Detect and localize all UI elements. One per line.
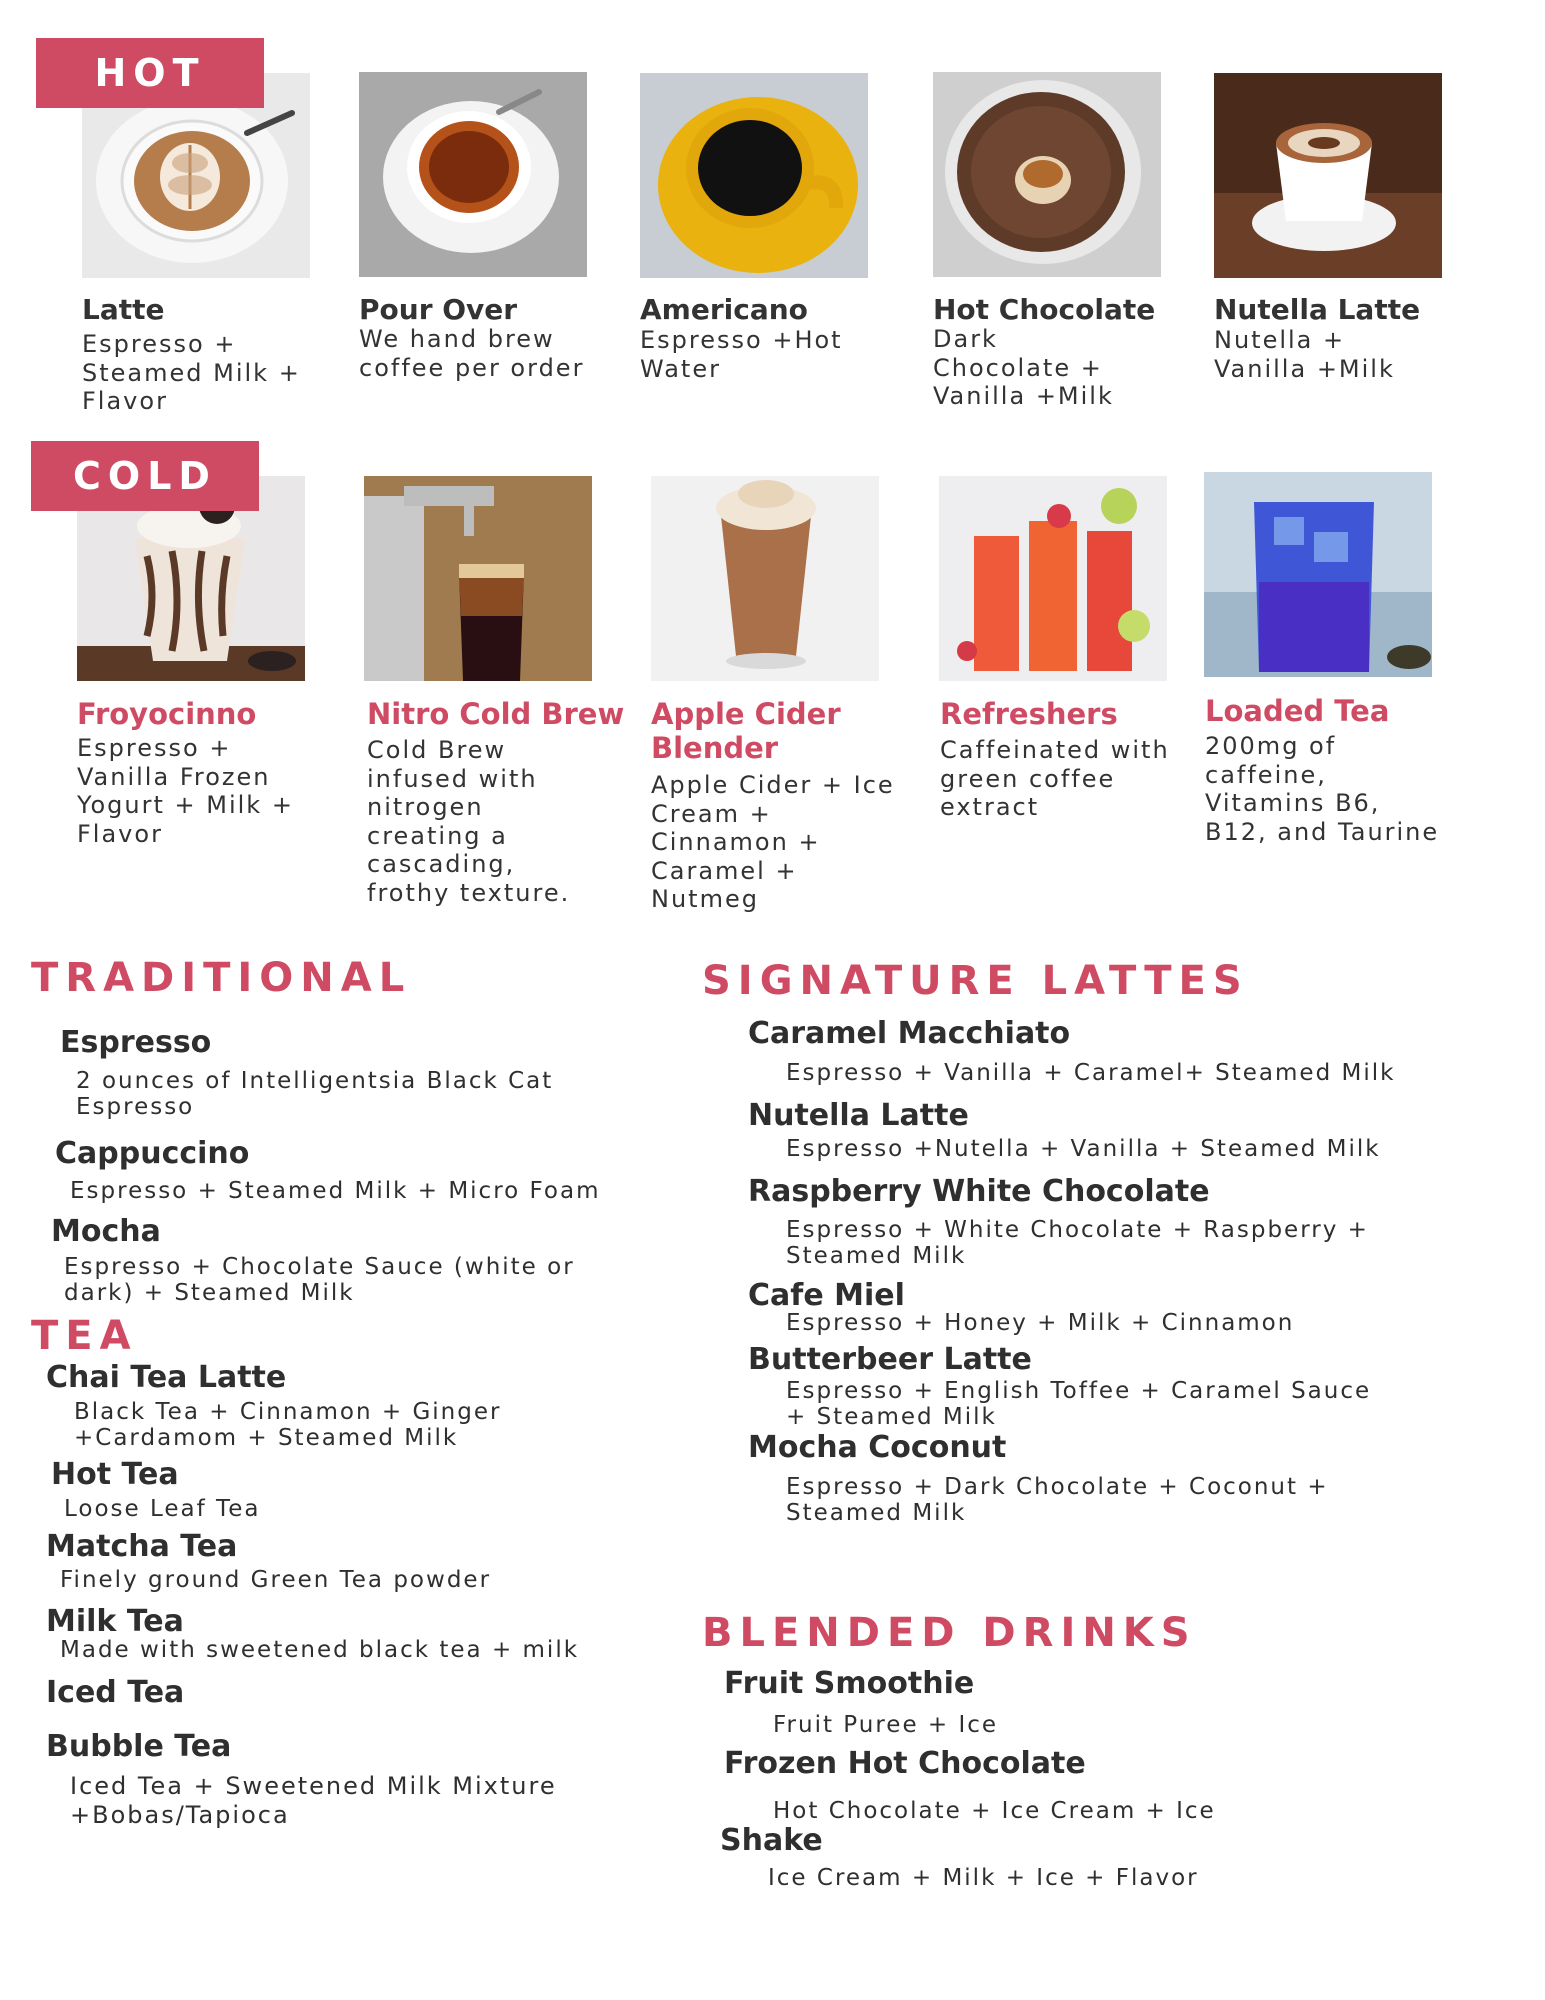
nitro-cold-brew-photo [364, 476, 592, 681]
cold-item-desc: Espresso + Vanilla Frozen Yogurt + Milk + Flavor [77, 734, 294, 848]
blended-item-name: Frozen Hot Chocolate [724, 1746, 1086, 1781]
signature-item-desc: Espresso +Nutella + Vanilla + Steamed Milk [786, 1136, 1381, 1162]
cold-item-desc: Cold Brew infused with nitrogen creating a cascading, frothy texture. [367, 736, 571, 907]
blended-item-name: Fruit Smoothie [724, 1666, 975, 1701]
tea-item-name: Iced Tea [46, 1675, 185, 1710]
hot-item-name: Latte [82, 293, 165, 326]
nutella-latte-photo [1214, 73, 1442, 278]
blended-item-desc: Hot Chocolate + Ice Cream + Ice [773, 1798, 1216, 1824]
hot-item-desc: Nutella + Vanilla +Milk [1214, 326, 1395, 383]
tea-item-desc: Made with sweetened black tea + milk [60, 1637, 580, 1663]
cold-item-name: Froyocinno [77, 697, 257, 731]
signature-item-name: Nutella Latte [748, 1098, 969, 1133]
cold-item-desc: Apple Cider + Ice Cream + Cinnamon + Caramel + Nutmeg [651, 771, 895, 913]
hot-item-desc: Espresso +Hot Water [640, 326, 843, 383]
americano-photo [640, 73, 868, 278]
signature-item-name: Butterbeer Latte [748, 1342, 1032, 1377]
cold-item-name: Refreshers [940, 697, 1118, 731]
hot-item-desc: Espresso + Steamed Milk + Flavor [82, 330, 301, 415]
hot-item-desc: Dark Chocolate + Vanilla +Milk [933, 325, 1114, 410]
cold-item-name: Nitro Cold Brew [367, 697, 625, 731]
loaded-tea-photo [1204, 472, 1432, 677]
traditional-item-desc: Espresso + Steamed Milk + Micro Foam [70, 1178, 601, 1204]
tea-item-desc: Iced Tea + Sweetened Milk Mixture +Bobas/Tapioca [70, 1772, 557, 1829]
tea-item-desc: Black Tea + Cinnamon + Ginger +Cardamom + Steamed Milk [74, 1399, 502, 1451]
signature-item-name: Raspberry White Chocolate [748, 1174, 1210, 1209]
hot-item-name: Pour Over [359, 293, 518, 326]
hot-item-name: Americano [640, 293, 808, 326]
apple-cider-blender-photo [651, 476, 879, 681]
cold-item-desc: 200mg of caffeine, Vitamins B6, B12, and Taurine [1205, 732, 1440, 846]
traditional-item-name: Cappuccino [55, 1136, 250, 1171]
signature-lattes-title: SIGNATURE LATTES [702, 958, 1249, 1004]
hot-item-name: Hot Chocolate [933, 293, 1156, 326]
tea-item-name: Hot Tea [51, 1457, 179, 1492]
hot-item-name: Nutella Latte [1214, 293, 1421, 326]
traditional-item-desc: Espresso + Chocolate Sauce (white or dark) + Steamed Milk [64, 1254, 575, 1306]
cold-item-name: Loaded Tea [1205, 694, 1390, 728]
tea-item-name: Bubble Tea [46, 1729, 232, 1764]
traditional-title: TRADITIONAL [31, 955, 412, 1001]
hot-chocolate-photo [933, 72, 1161, 277]
cold-item-desc: Caffeinated with green coffee extract [940, 736, 1170, 821]
blended-item-name: Shake [720, 1823, 823, 1858]
refreshers-photo [939, 476, 1167, 681]
blended-item-desc: Fruit Puree + Ice [773, 1712, 999, 1738]
signature-item-name: Caramel Macchiato [748, 1016, 1071, 1051]
traditional-item-name: Espresso [60, 1025, 212, 1060]
traditional-item-desc: 2 ounces of Intelligentsia Black Cat Espresso [76, 1068, 554, 1120]
signature-item-name: Mocha Coconut [748, 1430, 1007, 1465]
tea-item-name: Matcha Tea [46, 1529, 238, 1564]
tea-item-desc: Finely ground Green Tea powder [60, 1567, 492, 1593]
hot-section-badge: HOT [36, 38, 264, 108]
pour-over-photo [359, 72, 587, 277]
signature-item-name: Cafe Miel [748, 1278, 905, 1313]
tea-item-name: Chai Tea Latte [46, 1360, 287, 1395]
signature-item-desc: Espresso + English Toffee + Caramel Sauce + Steamed Milk [786, 1378, 1372, 1430]
traditional-item-name: Mocha [51, 1214, 161, 1249]
cold-item-name: Apple Cider Blender [651, 697, 841, 765]
hot-item-desc: We hand brew coffee per order [359, 325, 585, 382]
cold-section-badge: COLD [31, 441, 259, 511]
tea-item-name: Milk Tea [46, 1604, 184, 1639]
blended-item-desc: Ice Cream + Milk + Ice + Flavor [768, 1865, 1199, 1891]
signature-item-desc: Espresso + Dark Chocolate + Coconut + Steamed Milk [786, 1474, 1329, 1526]
signature-item-desc: Espresso + Vanilla + Caramel+ Steamed Milk [786, 1060, 1396, 1086]
signature-item-desc: Espresso + White Chocolate + Raspberry + Steamed Milk [786, 1217, 1369, 1269]
tea-item-desc: Loose Leaf Tea [64, 1496, 261, 1522]
tea-title: TEA [31, 1313, 138, 1359]
signature-item-desc: Espresso + Honey + Milk + Cinnamon [786, 1310, 1295, 1336]
blended-drinks-title: BLENDED DRINKS [702, 1610, 1197, 1656]
